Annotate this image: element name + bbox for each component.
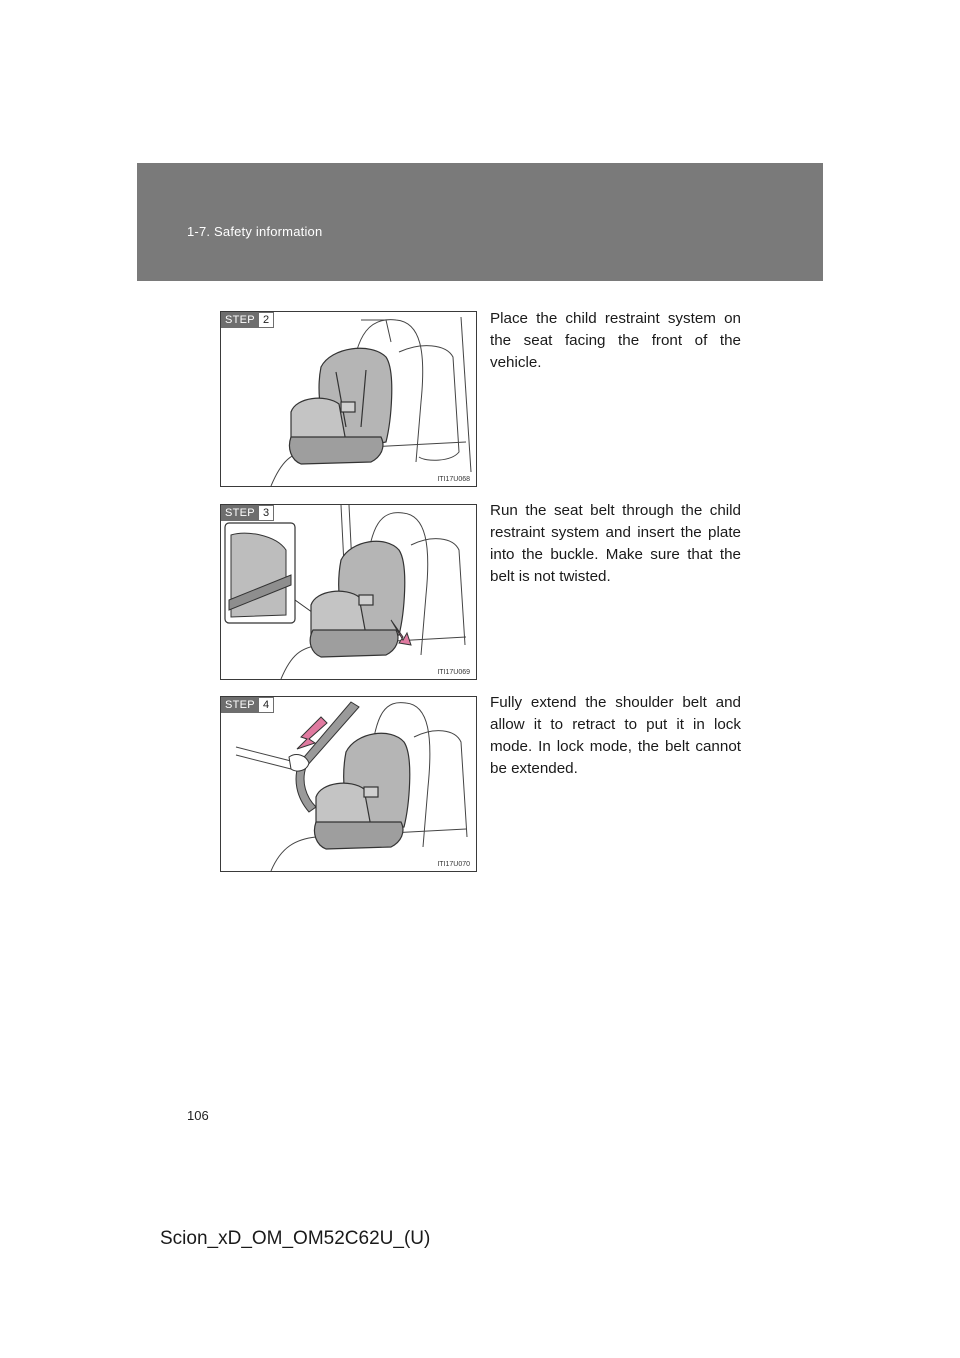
step-3-illustration [220,504,477,680]
figure-code: ITI17U070 [437,861,470,868]
child-seat-facing-front-drawing [221,312,476,486]
step-4-text: Fully extend the shoulder belt and allow it to retract to put it in lock mode. In lock mode, the belt cannot be extended. [490,694,741,777]
seat-belt-through-child-seat-drawing [221,505,476,679]
shoulder-belt-extend-drawing [221,697,476,871]
step-4-illustration [220,696,477,872]
step-4-badge: STEP 4 [221,697,274,713]
figure-code: ITI17U068 [437,476,470,483]
step-2-illustration [220,311,477,487]
section-header-bar [137,163,823,281]
step-3-badge: STEP 3 [221,505,274,521]
step-3-text: Run the seat belt through the child restraint system and insert the plate into the buckle. Make sure that the belt is not twisted. [490,502,741,585]
figure-code: ITI17U069 [437,669,470,676]
step-2-badge: STEP 2 [221,312,274,328]
page-number: 106 [187,1108,209,1123]
document-id: Scion_xD_OM_OM52C62U_(U) [160,1228,431,1249]
step-2-text: Place the child restraint system on the seat facing the front of the vehicle. [490,310,741,371]
section-title: 1-7. Safety information [187,224,323,239]
